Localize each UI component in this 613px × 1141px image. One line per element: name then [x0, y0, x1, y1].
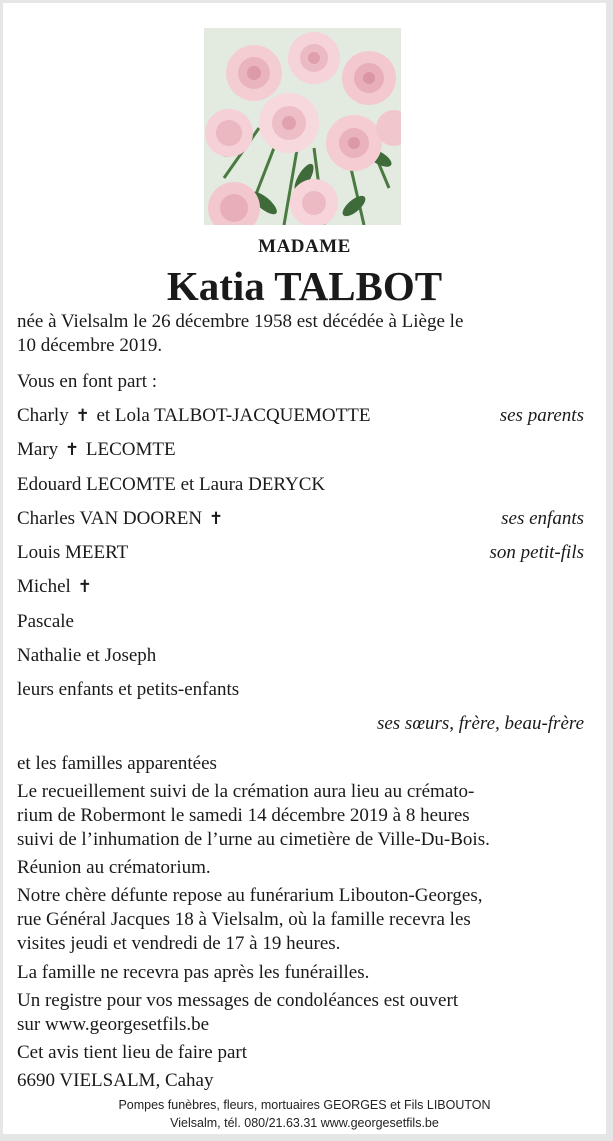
family-row: Louis MEERT son petit-fils — [17, 542, 584, 563]
roses-illustration — [204, 28, 401, 225]
family-row: Michel ✝ — [17, 576, 92, 597]
rest-line-3: visites jeudi et vendredi de 17 à 19 heures. — [17, 933, 341, 954]
rest-line-2: rue Général Jacques 18 à Vielsalm, où la famille recevra les — [17, 909, 471, 930]
family-row: Edouard LECOMTE et Laura DERYCK — [17, 474, 326, 495]
birth-death-line-1: née à Vielsalm le 26 décembre 1958 est décédée à Liège le — [17, 311, 464, 332]
family-role: ses enfants — [501, 508, 584, 529]
honorific: MADAME — [258, 236, 351, 257]
ceremony-line-3: suivi de l’inhumation de l’urne au cimetière de Ville-Du-Bois. — [17, 829, 490, 850]
ceremony-line-2: rium de Robermont le samedi 14 décembre 2019 à 8 heures — [17, 805, 470, 826]
family-row: Charles VAN DOOREN ✝ ses enfants — [17, 508, 584, 529]
family-row: Mary ✝ LECOMTE — [17, 439, 176, 460]
roses-photo — [204, 28, 401, 225]
family-row: leurs enfants et petits-enfants — [17, 679, 240, 700]
related-families: et les familles apparentées — [17, 753, 217, 774]
family-row: Charly ✝ et Lola TALBOT-JACQUEMOTTE ses parents — [17, 405, 584, 426]
notice-line: Cet avis tient lieu de faire part — [17, 1042, 248, 1063]
registry-line-1: Un registre pour vos messages de condoléances est ouvert — [17, 990, 459, 1011]
family-role: son petit-fils — [489, 542, 584, 563]
family-row: Pascale — [17, 611, 74, 632]
reunion-line: Réunion au crématorium. — [17, 857, 211, 878]
no-visits-line: La famille ne recevra pas après les funérailles. — [17, 962, 370, 983]
siblings-row — [17, 712, 584, 736]
cross-icon: ✝ — [64, 440, 80, 460]
rest-line-1: Notre chère défunte repose au funérarium Libouton-Georges, — [17, 885, 483, 906]
footer-line-1: Pompes funèbres, fleurs, mortuaires GEORGES et Fils LIBOUTON — [118, 1098, 491, 1112]
obituary-notice — [3, 3, 606, 1134]
birth-death-line-2: 10 décembre 2019. — [17, 335, 163, 356]
address-line: 6690 VIELSALM, Cahay — [17, 1070, 214, 1091]
cross-icon: ✝ — [77, 577, 92, 597]
family-role: ses sœurs, frère, beau-frère — [376, 713, 584, 734]
announce-line: Vous en font part : — [17, 371, 158, 392]
footer-line-2: Vielsalm, tél. 080/21.63.31 www.georgesetfils.be — [170, 1116, 439, 1130]
family-role: ses parents — [499, 405, 584, 426]
family-row: Nathalie et Joseph — [17, 645, 157, 666]
ceremony-line-1: Le recueillement suivi de la crémation aura lieu au crémato- — [17, 781, 475, 802]
registry-line-2: sur www.georgesetfils.be — [17, 1014, 210, 1035]
cross-icon: ✝ — [208, 509, 224, 529]
cross-icon: ✝ — [75, 406, 90, 426]
deceased-name: Katia TALBOT — [166, 263, 443, 309]
